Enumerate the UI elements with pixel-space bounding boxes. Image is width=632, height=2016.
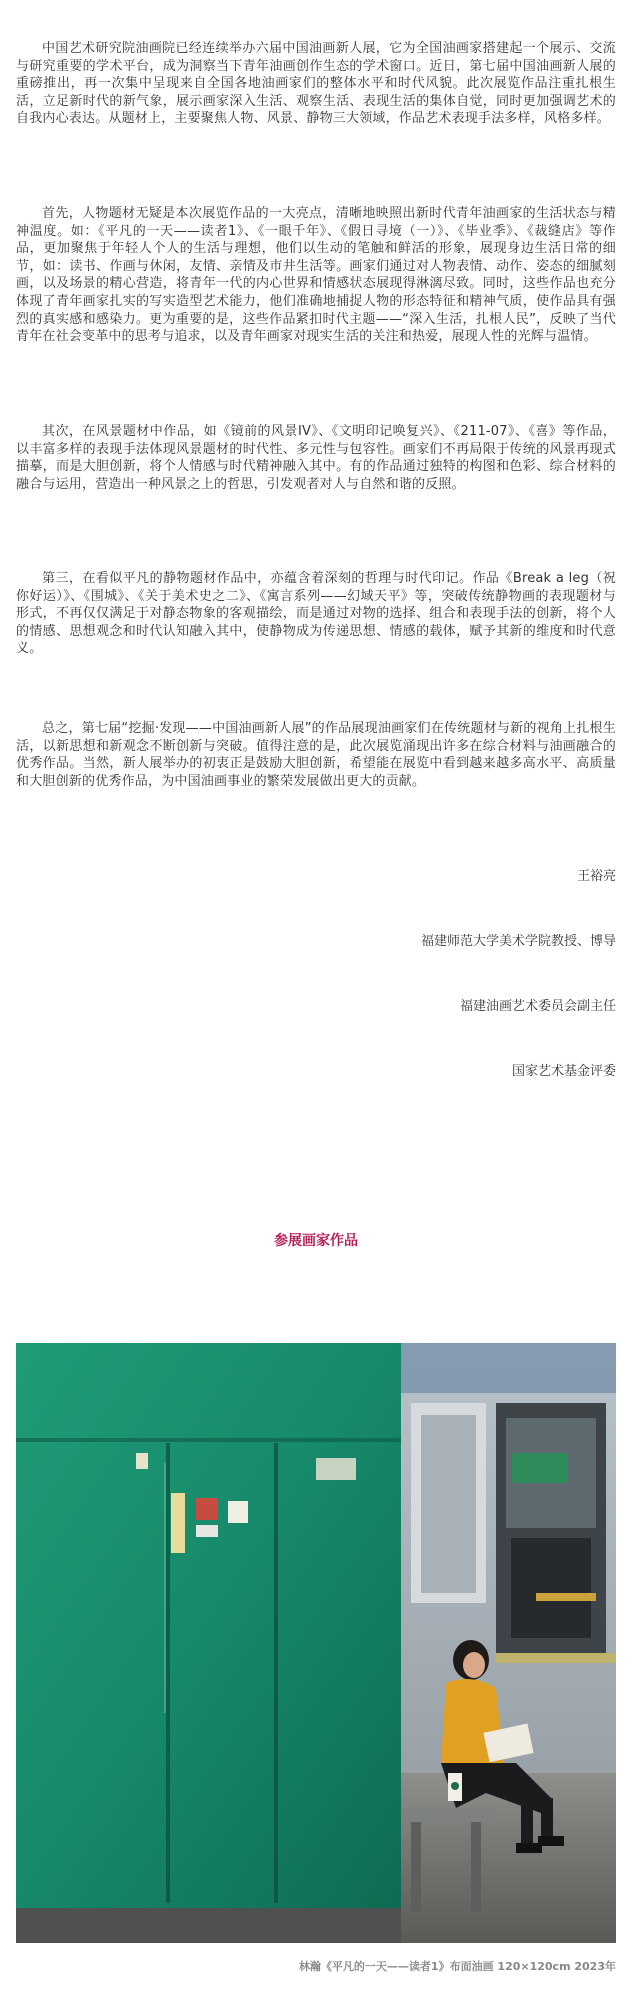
small-label: [136, 1453, 148, 1469]
article-paragraph-1: 中国艺术研究院油画院已经连续举办六届中国油画新人展，它为全国油画家搭建起一个展示、交流与研究重要的学术平台，成为洞察当下青年油画创作生态的学术窗口。近日，第七届中国油画新人展的重磅推出，再一次集中呈现来自全国各地油画家们的整体水平和时代风貌。此次展览作品注重扎根生活，立足新时代的新气象，展示画家深入生活、观察生活、表现生活的集体自觉，同时更加强调艺术的自我内心表达。从题材上，主要聚焦人物、风景、静物三大领域，作品艺术表现手法多样，风格多样。: [16, 41, 616, 127]
bench: [401, 1808, 496, 1822]
artwork-painting: [16, 1343, 616, 1943]
author-name: 王裕亮: [576, 869, 616, 884]
article-paragraph-5: 总之，第七届“挖掘·发现——中国油画新人展”的作品展现油画家们在传统题材与新的视角上扎根生活，以新思想和新观念不断创新与突破。值得注意的是，此次展览涌现出许多在综合材料与油画融合的优秀作品。当然，新人展举办的初衷正是鼓励大胆创新，希望能在展览中看到越来越多高水平、高质量和大胆创新的优秀作品，为中国油画事业的繁荣发展做出更大的贡献。: [16, 721, 616, 789]
article-paragraph-4: 第三，在看似平凡的静物题材作品中，亦蕴含着深刻的哲理与时代印记。作品《Break a leg（祝你好运）》、《围城》、《关于美术史之二》、《寓言系列——幻域天平》等，突破传统静物画的表现题材与形式，不再仅仅满足于对静态物象的客观描绘，而是通过对物的选择、组合和表现手法的创新，将个人的情感、思想观念和时代认知融入其中，使静物成为传递思想、情感的载体，赋予其新的维度和时代意义。: [16, 571, 616, 657]
author-title-2: 福建油画艺术委员会副主任: [459, 999, 616, 1014]
article-paragraph-3: 其次，在风景题材中作品，如《镜前的风景IV》、《文明印记唤复兴》、《211-07》、《喜》等作品，以丰富多样的表现手法体现风景题材的时代性、多元性与包容性。画家们不再局限于传统的风景再现式描摹，而是大胆创新，将个人情感与时代精神融入其中。有的作品通过独特的构图和色彩、综合材料的融合与运用，营造出一种风景之上的哲思，引发观者对人与自然和谐的反照。: [16, 424, 616, 492]
section-title: 参展画家作品: [274, 1233, 358, 1249]
author-title-1: 福建师范大学美术学院教授、博导: [420, 934, 616, 949]
article-paragraph-2: 首先，人物题材无疑是本次展览作品的一大亮点，清晰地映照出新时代青年油画家的生活状态与精神温度。如：《平凡的一天——读者1》、《一眼千年》、《假日寻境（一）》、《毕业季》、《裁缝店》等作品，更加聚焦于年轻人个人的生活与理想，他们以生动的笔触和鲜活的形象，展现身边生活日常的细节，如：读书、作画与休闲，友情、亲情及市井生活等。画家们通过对人物表情、动作、姿态的细腻刻画，以及场景的精心营造，将青年一代的内心世界和情感状态展现得淋漓尽致。同时，这些作品也充分体现了青年画家扎实的写实造型艺术能力，他们准确地捕捉人物的形态特征和精神气质，使作品具有强烈的真实感和感染力。更为重要的是，这些作品紧扣时代主题——“深入生活，扎根人民”，反映了当代青年在社会变革中的思考与追求，以及青年画家对现实生活的关注和热爱，展现人性的光辉与温情。: [16, 206, 616, 345]
red-sticker: [196, 1498, 218, 1520]
artwork-caption: 林瀚《平凡的一天——读者1》布面油画 120×120cm 2023年: [298, 1960, 616, 1973]
green-wall: [16, 1343, 401, 1908]
green-sign: [512, 1453, 567, 1483]
notice-sticker: [171, 1493, 185, 1553]
author-title-3: 国家艺术基金评委: [511, 1064, 616, 1079]
